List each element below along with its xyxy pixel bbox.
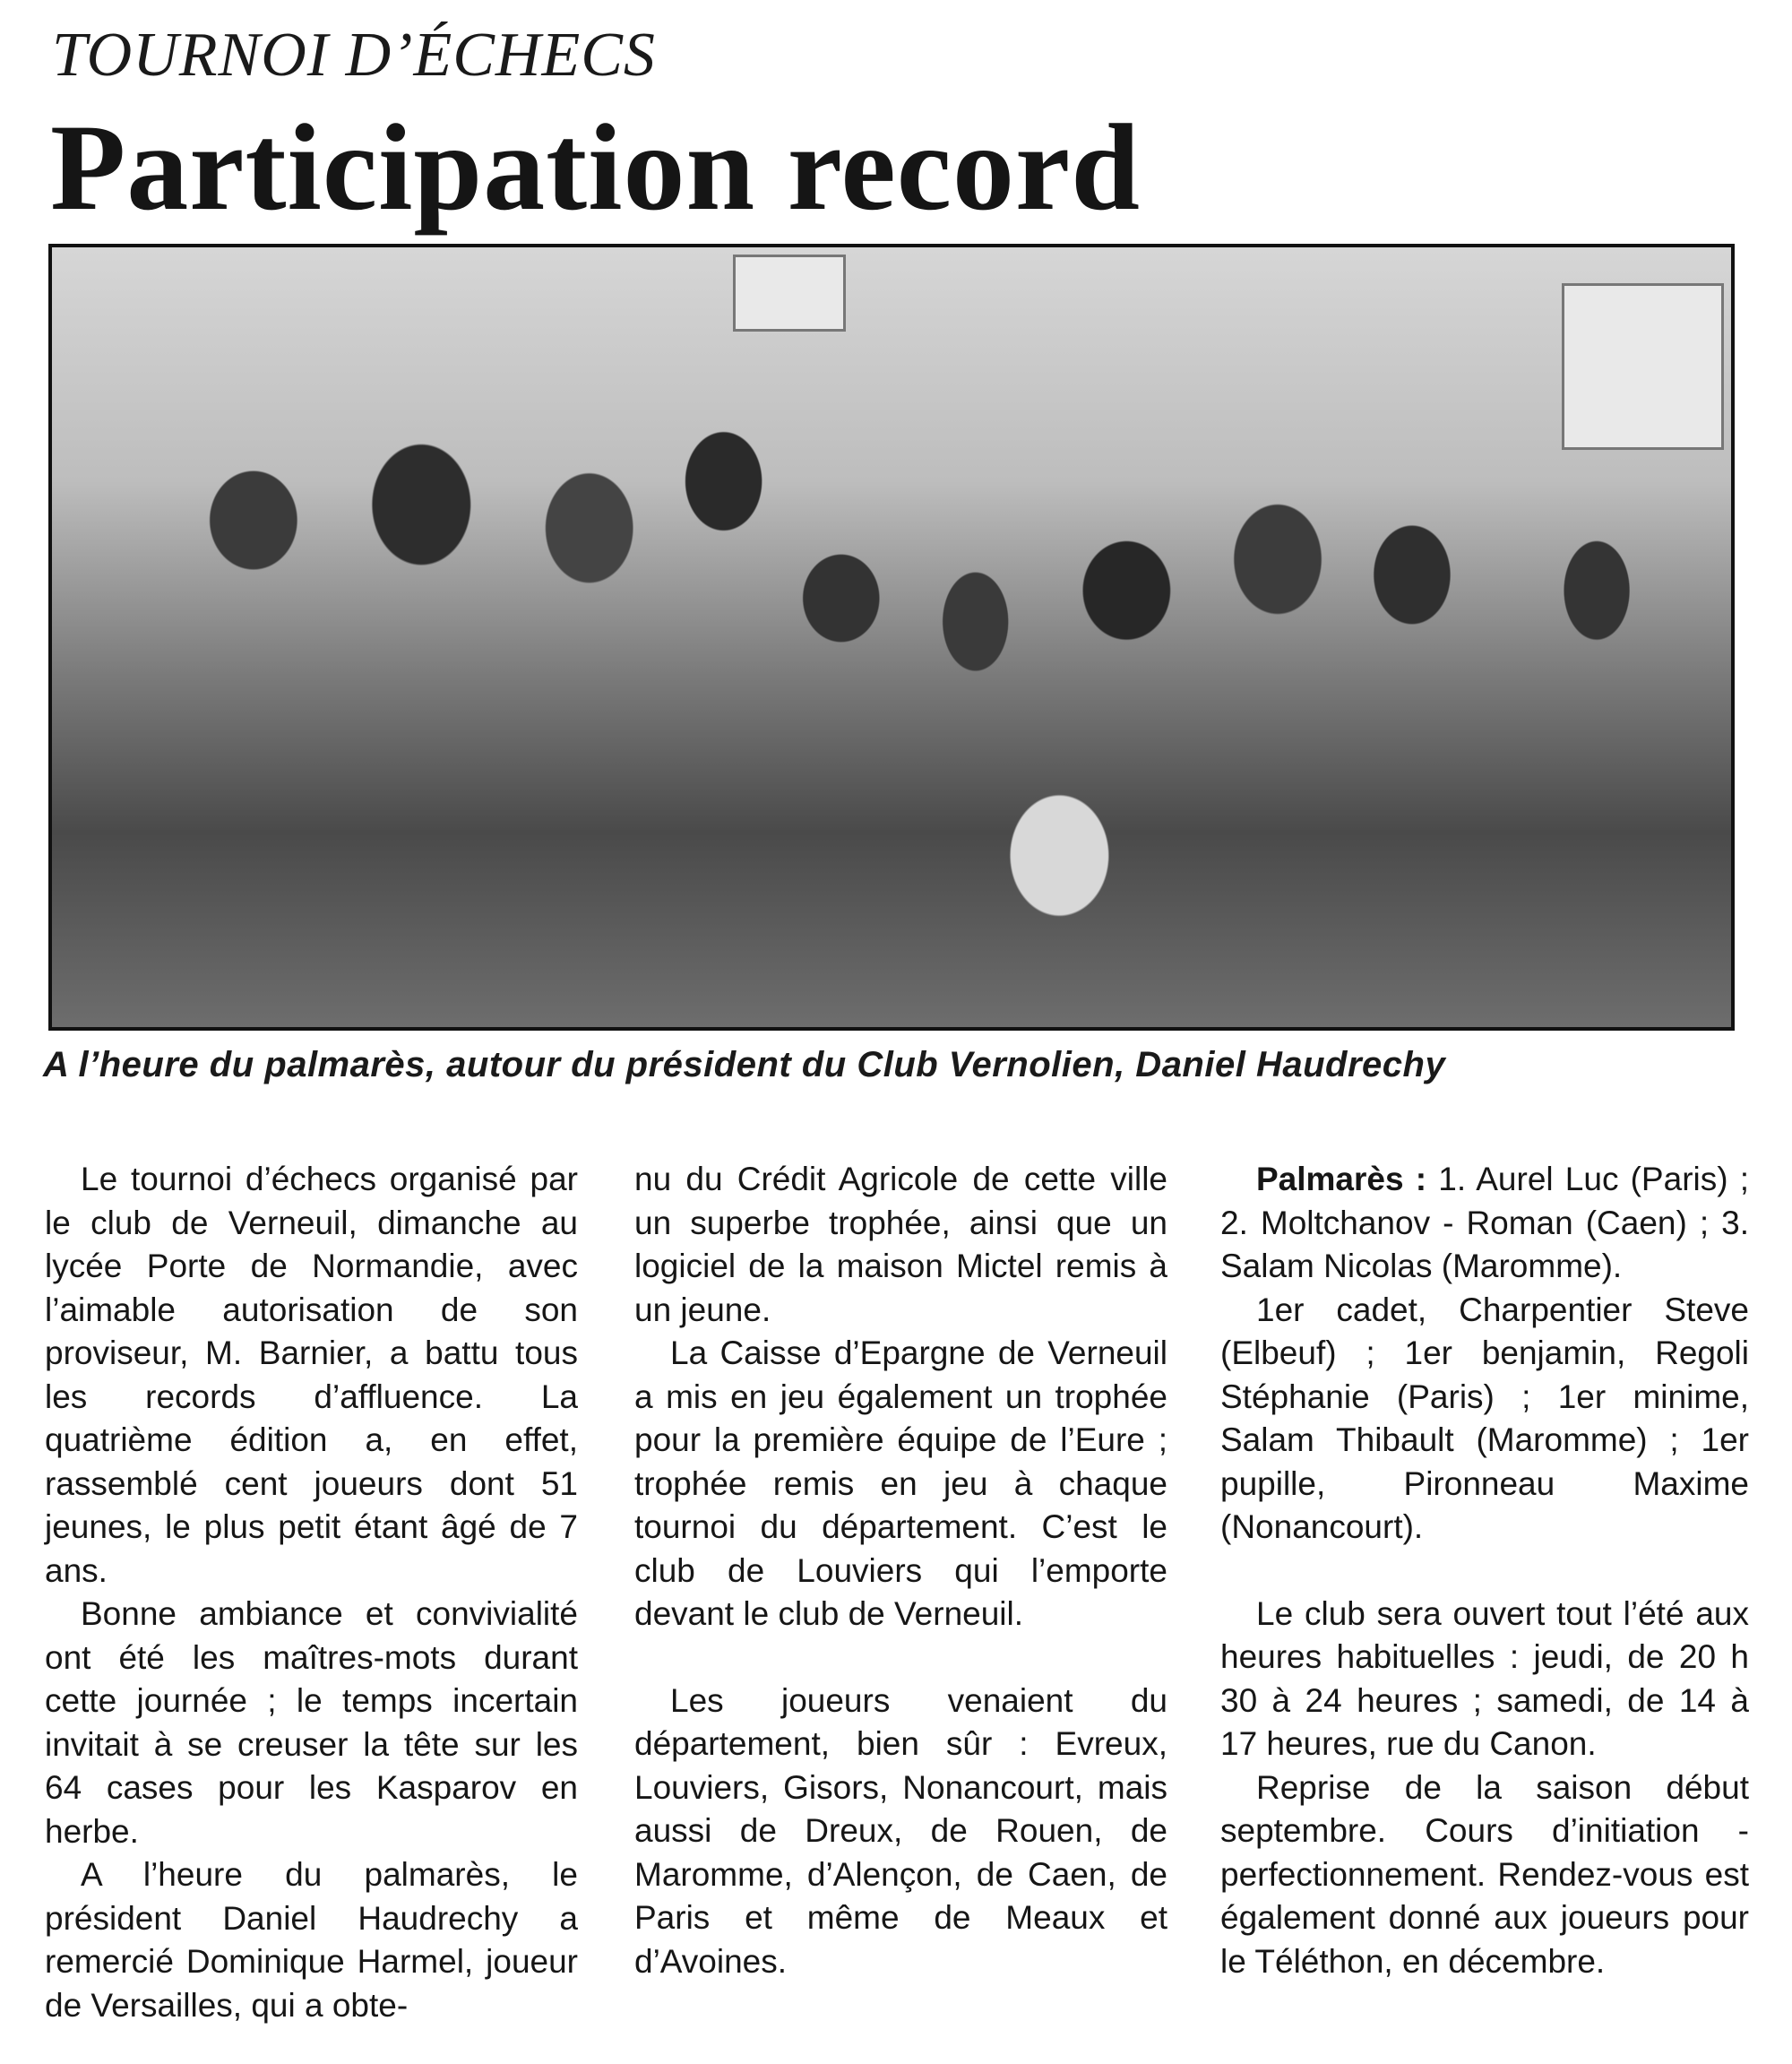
paragraph: 1er cadet, Charpentier Steve (Elbeuf) ; 1er benjamin, Regoli Stéphanie (Paris) ; 1er minime, Salam Thibault (Maromme) ; 1er pupille, Pironneau Maxime (Nonancourt). [1220,1291,1749,1545]
paragraph: Le tournoi d’échecs organisé par le club de Verneuil, dimanche au lycée Porte de Normandie, avec l’aimable autorisation de son proviseur, M. Barnier, a battu tous les records d’affluence. La quatrième édition a, en effet, rassemblé cent joueurs dont 51 jeunes, le plus petit étant âgé de 7 ans. [45,1161,578,1589]
palmares-paragraph [1220,1158,1749,1289]
paragraph: Bonne ambiance et convivialité ont été les maîtres-mots durant cette journée ; le temps incertain invitait à se creuser la tête sur les 64 cases pour les Kasparov en herbe. [45,1595,578,1850]
photo-wall-frame [1562,283,1724,450]
paragraph: nu du Crédit Agricole de cette ville un superbe trophée, ainsi que un logiciel de la maison Mictel remis à un jeune. [634,1161,1167,1328]
palmares-label: Palmarès : [1256,1161,1427,1197]
group-photo [48,244,1735,1031]
article-column-1 [45,1158,578,2027]
paragraph: Les joueurs venaient du département, bien sûr : Evreux, Louviers, Gisors, Nonancourt, mais aussi de Dreux, de Rouen, de Maromme, d’Alençon, de Caen, de Paris et même de Meaux et d’Avoines. [634,1681,1167,1980]
paragraph: Le club sera ouvert tout l’été aux heures habituelles : jeudi, de 20 h 30 à 24 heures ; samedi, de 14 à 17 heures, rue du Canon. [1220,1594,1749,1762]
paragraph: Reprise de la saison début septembre. Cours d’initiation - perfectionnement. Rendez-vous est également donné aux joueurs pour le Téléthon, en décembre. [1220,1768,1749,1980]
paragraph: A l’heure du palmarès, le président Daniel Haudrechy a remercié Dominique Harmel, joueur de Versailles, qui a obte- [45,1856,578,2024]
article-column-2 [634,1158,1167,1983]
photo-caption: A l’heure du palmarès, autour du président du Club Vernolien, Daniel Haudrechy [43,1045,1446,1084]
article-kicker: TOURNOI D’ÉCHECS [52,21,656,90]
article-headline: Participation record [50,99,1141,236]
palmares-text: 1. Aurel Luc (Paris) ; 2. Moltchanov - Roman (Caen) ; 3. Salam Nicolas (Maromme). [1220,1161,1750,1284]
article-column-3 [1220,1158,1749,1983]
paragraph: La Caisse d’Epargne de Verneuil a mis en jeu également un trophée pour la première équipe de l’Eure ; trophée remis en jeu à chaque tournoi du département. C’est le club de Louviers qui l’emporte devant le club de Verneuil. [634,1334,1167,1632]
photo-window-frame [733,255,846,332]
